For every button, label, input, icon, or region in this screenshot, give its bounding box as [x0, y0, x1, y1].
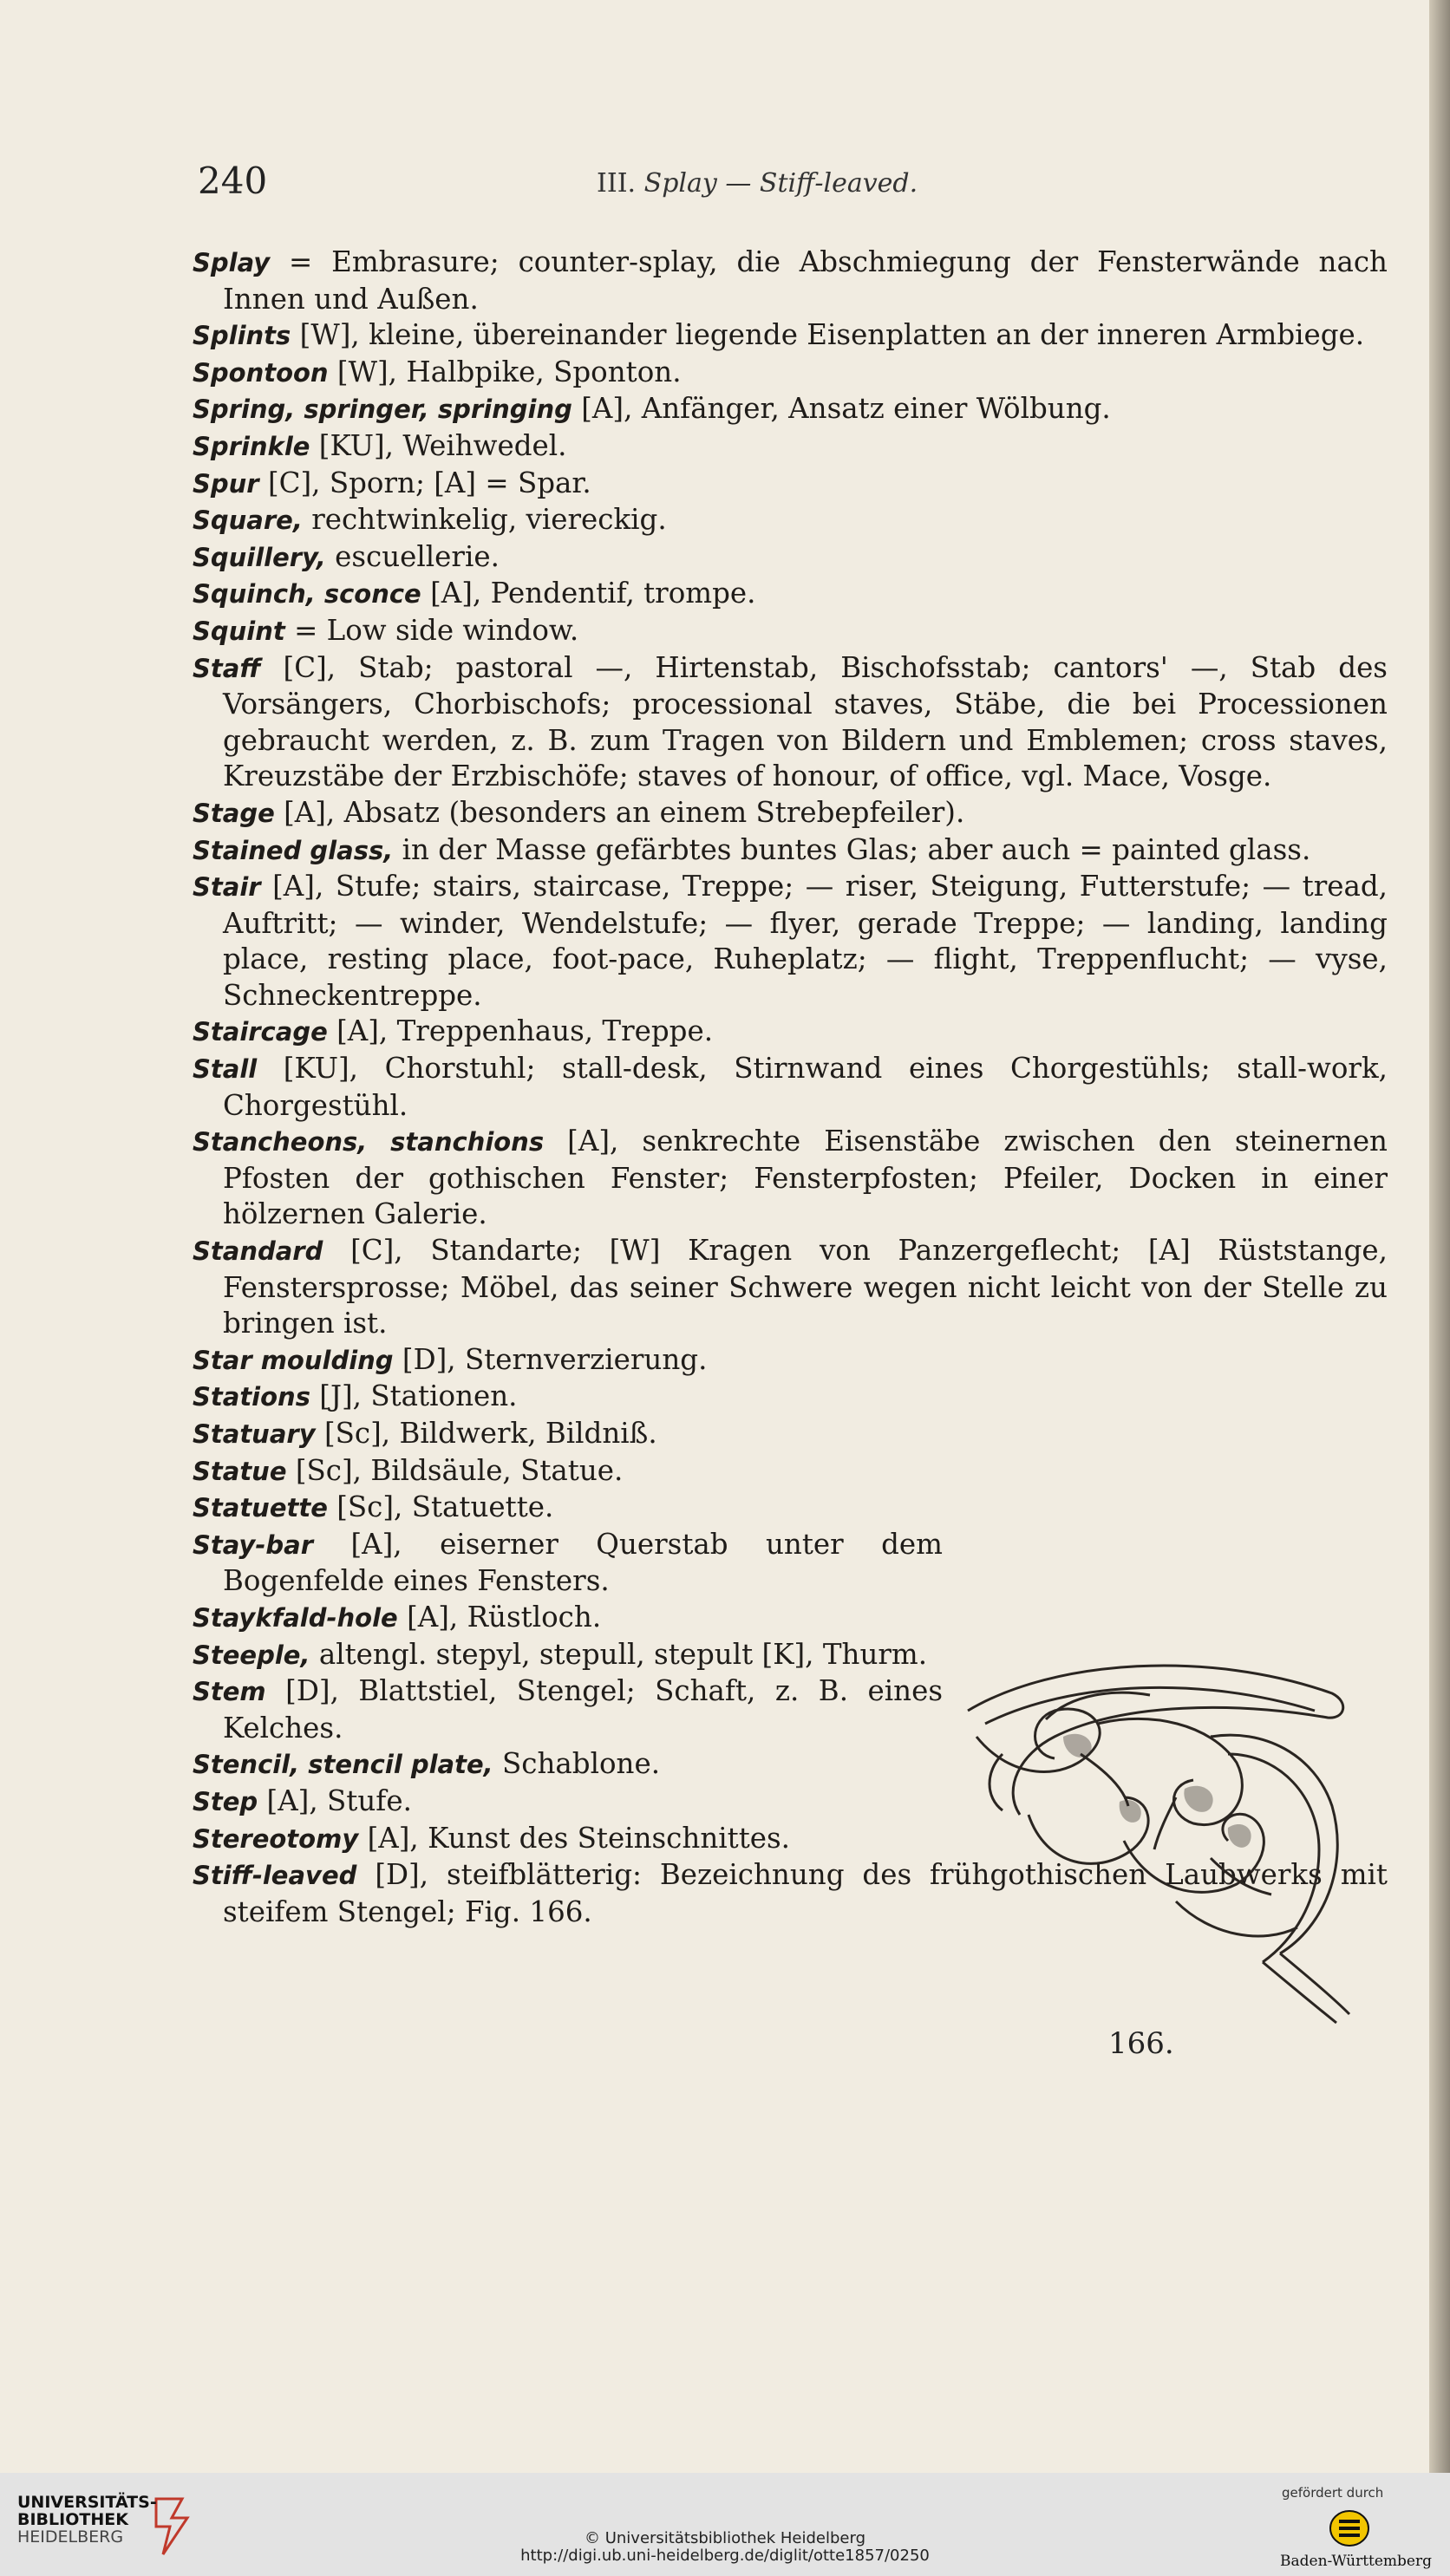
- entry-source: [J],: [319, 1379, 362, 1413]
- entry-definition: Blattstiel, Stengel; Schaft, z. B. eines Kelches.: [223, 1674, 943, 1745]
- book-spine-shadow: [1429, 0, 1450, 2473]
- dictionary-entry: [193, 1746, 943, 1784]
- entry-source: [Sc],: [295, 1453, 362, 1487]
- entry-headword: Spur: [193, 468, 259, 499]
- entry-definition: Pendentif, trompe.: [490, 577, 756, 610]
- entry-headword: Step: [193, 1786, 258, 1816]
- entry-definition: senkrechte Eisenstäbe zwischen den steinernen Pfosten der gothischen Fenster; Fensterpfosten; Pfeiler, Docken in einer hölzernen Galerie.: [223, 1125, 1388, 1231]
- entry-definition: Anfänger, Ansatz einer Wölbung.: [641, 392, 1111, 426]
- entry-definition: = Low side window.: [294, 613, 579, 647]
- entry-headword: Sprinkle: [193, 431, 310, 461]
- dictionary-entry: [193, 245, 1388, 317]
- entry-headword: Statue: [193, 1456, 287, 1486]
- entry-headword: Squinch, sconce: [193, 579, 421, 610]
- entry-definition: Stufe.: [327, 1784, 412, 1817]
- dictionary-entry: [193, 1490, 1388, 1527]
- entry-definition: Bildsäule, Statue.: [370, 1453, 624, 1487]
- entry-definition: Treppenhaus, Treppe.: [396, 1014, 714, 1048]
- dictionary-entry: [193, 1416, 1388, 1453]
- entry-headword: Stations: [193, 1382, 310, 1412]
- entry-headword: Stancheons, stanchions: [193, 1127, 545, 1158]
- entry-definition: = Embrasure; counter-splay, die Abschmiegung der Fensterwände nach Innen und Außen.: [223, 245, 1388, 316]
- entry-definition: altengl. stepyl, stepull, stepult [K], Thurm.: [318, 1637, 928, 1671]
- entry-headword: Stereotomy: [193, 1823, 359, 1854]
- dictionary-entry: [193, 391, 1388, 428]
- entry-source: [C],: [267, 466, 321, 499]
- entry-source: [Sc],: [323, 1417, 391, 1450]
- entry-headword: Star moulding: [193, 1345, 394, 1375]
- entry-headword: Standard: [193, 1236, 323, 1267]
- funded-by-label: gefördert durch: [1282, 2485, 1384, 2501]
- entry-source: [A],: [272, 870, 324, 903]
- entry-headword: Staff: [193, 653, 261, 683]
- entry-source: [A],: [430, 577, 482, 610]
- dictionary-entry: [193, 869, 1388, 1014]
- entry-headword: Staykfald-hole: [193, 1602, 398, 1633]
- entry-definition: Stufe; stairs, staircase, Treppe; — riser, Steigung, Futterstufe; — tread, Auftritt; — winder, Wendelstufe; — flyer, gerade Treppe; — landing, landing place, resting place, foot-pace, Ruheplatz; — flight, Treppenflucht; — vyse, Schneckentreppe.: [223, 870, 1388, 1012]
- entry-definition: in der Masse gefärbtes buntes Glas; aber auch = painted glass.: [402, 832, 1311, 866]
- entry-headword: Stem: [193, 1677, 266, 1707]
- entry-source: [A],: [266, 1784, 318, 1817]
- copyright-text: © Universitätsbibliothek Heidelberg: [584, 2529, 865, 2547]
- entry-definition: Schablone.: [502, 1747, 661, 1781]
- dictionary-entry: [193, 1637, 943, 1674]
- dictionary-entry: [193, 1784, 943, 1821]
- dictionary-entry: [193, 1233, 1388, 1342]
- entry-headword: Stair: [193, 872, 261, 903]
- dictionary-entry: [193, 1014, 1388, 1051]
- dictionary-entry: [193, 1673, 943, 1746]
- entry-source: [C],: [350, 1234, 403, 1268]
- dictionary-entry: [193, 650, 1388, 795]
- entry-source: [C],: [283, 650, 336, 684]
- entry-definition: eiserner Querstab unter dem Bogenfelde eines Fensters.: [223, 1527, 943, 1598]
- entry-source: [W],: [299, 318, 360, 352]
- entry-definition: kleine, übereinander liegende Eisenplatten an der inneren Armbiege.: [369, 318, 1365, 352]
- dictionary-entry: [193, 832, 1388, 870]
- entry-definition: steifblätterig: Bezeichnung des frühgothischen Laubwerks mit steifem Stengel; Fig. 166.: [223, 1858, 1388, 1928]
- entry-definition: Chorstuhl; stall-desk, Stirnwand eines Chorgestühls; stall-work, Chorgestühl.: [223, 1052, 1388, 1122]
- dictionary-entry: [193, 1821, 943, 1858]
- permalink-url[interactable]: http://digi.ub.uni-heidelberg.de/diglit/otte1857/0250: [520, 2547, 930, 2565]
- entry-definition: Bildwerk, Bildniß.: [399, 1417, 657, 1450]
- entry-definition: Sternverzierung.: [464, 1342, 708, 1376]
- entry-definition: Kunst des Steinschnittes.: [428, 1821, 791, 1855]
- entry-source: [D],: [402, 1342, 456, 1376]
- entry-headword: Stiff-leaved: [193, 1861, 357, 1891]
- entry-definition: Rüstloch.: [467, 1600, 602, 1634]
- figure-label: 166.: [1108, 2026, 1174, 2061]
- dictionary-entry: [193, 1379, 1388, 1416]
- entry-headword: Splints: [193, 321, 291, 351]
- entry-source: [A],: [567, 1125, 619, 1158]
- entry-definition: Standarte; [W] Kragen von Panzergeflecht; [A] Rüststange, Fenstersprosse; Möbel, das seiner Schwere wegen nicht leicht von der Stelle zu bringen ist.: [223, 1234, 1388, 1340]
- dictionary-entry: [193, 317, 1388, 355]
- stiff-leaf-ornament-figure: [950, 1641, 1358, 2027]
- dictionary-entry: [193, 539, 1388, 577]
- entry-source: [KU],: [283, 1052, 358, 1086]
- entry-source: [A],: [284, 795, 336, 829]
- dictionary-entry: [193, 1600, 943, 1637]
- entry-headword: Statuary: [193, 1419, 316, 1449]
- page-number: 240: [198, 160, 268, 202]
- entry-source: [D],: [375, 1858, 429, 1892]
- dictionary-entry: [193, 355, 1388, 392]
- dictionary-entry: [193, 1051, 1388, 1124]
- dictionary-entry: [193, 613, 1388, 650]
- dictionary-entry: [193, 1453, 1388, 1490]
- entry-definition: Statuette.: [411, 1490, 554, 1524]
- copyright-block: [0, 2527, 1450, 2565]
- entry-definition: escuellerie.: [335, 539, 500, 573]
- entry-source: [W],: [336, 355, 398, 388]
- dictionary-entry: [193, 1124, 1388, 1233]
- entry-headword: Stained glass,: [193, 835, 394, 865]
- entry-definition: Sporn; [A] = Spar.: [329, 466, 591, 499]
- entry-headword: Splay: [193, 248, 271, 277]
- section-number: III.: [597, 168, 637, 199]
- entry-headword: Stage: [193, 798, 275, 828]
- entry-headword: Squint: [193, 616, 285, 646]
- dictionary-entry: [193, 428, 1388, 466]
- entry-headword: Spring, springer, springing: [193, 395, 572, 425]
- entry-definition: Halbpike, Sponton.: [406, 355, 682, 388]
- dictionary-entry: [193, 466, 1388, 503]
- library-line-2: BIBLIOTHEK: [17, 2510, 128, 2529]
- entry-source: [Sc],: [336, 1490, 403, 1524]
- library-line-3: HEIDELBERG: [17, 2527, 124, 2547]
- entry-source: [A],: [350, 1527, 402, 1561]
- entry-headword: Steeple,: [193, 1640, 310, 1670]
- entry-headword: Square,: [193, 505, 303, 536]
- running-head: [198, 154, 1412, 215]
- library-line-1: UNIVERSITÄTS-: [17, 2493, 157, 2512]
- entry-headword: Stencil, stencil plate,: [193, 1750, 493, 1780]
- entry-headword: Stall: [193, 1054, 258, 1085]
- entry-headword: Stay-bar: [193, 1529, 313, 1560]
- funder-name: Baden-Württemberg: [1280, 2553, 1432, 2570]
- baden-wuerttemberg-crest-icon: [1327, 2506, 1372, 2551]
- dictionary-entry: [193, 795, 1388, 832]
- dictionary-entry: [193, 576, 1388, 613]
- entry-headword: Spontoon: [193, 357, 329, 388]
- entry-definition: Absatz (besonders an einem Strebepfeiler).: [343, 795, 965, 829]
- entry-source: [A],: [367, 1821, 419, 1855]
- dictionary-entry: [193, 502, 1388, 539]
- entry-source: [A],: [581, 392, 633, 426]
- entry-range: Splay — Stiff-leaved.: [643, 168, 918, 199]
- entry-source: [A],: [407, 1600, 459, 1634]
- running-title: [597, 168, 918, 199]
- library-footer: [0, 2473, 1450, 2576]
- entry-headword: Squillery,: [193, 542, 326, 572]
- entry-headword: Statuette: [193, 1493, 328, 1523]
- entry-definition: Stationen.: [370, 1379, 518, 1413]
- entry-definition: Stab; pastoral —, Hirtenstab, Bischofsstab; cantors' —, Stab des Vorsängers, Chorbischofs; processional staves, Stäbe, die bei Processionen gebraucht werden, z. B. zum Tragen von Bildern und Emblemen; cross staves, Kreuzstäbe der Erzbischöfe; staves of honour, of office, vgl. Mace, Vosge.: [223, 650, 1388, 793]
- entry-source: [D],: [285, 1674, 339, 1708]
- entry-source: [KU],: [318, 428, 394, 462]
- entry-definition: Weihwedel.: [402, 428, 567, 462]
- dictionary-entry: [193, 1527, 943, 1600]
- entry-definition: rechtwinkelig, viereckig.: [311, 503, 667, 537]
- entry-source: [A],: [336, 1014, 389, 1048]
- entry-headword: Staircage: [193, 1017, 328, 1047]
- dictionary-entry: [193, 1342, 1388, 1379]
